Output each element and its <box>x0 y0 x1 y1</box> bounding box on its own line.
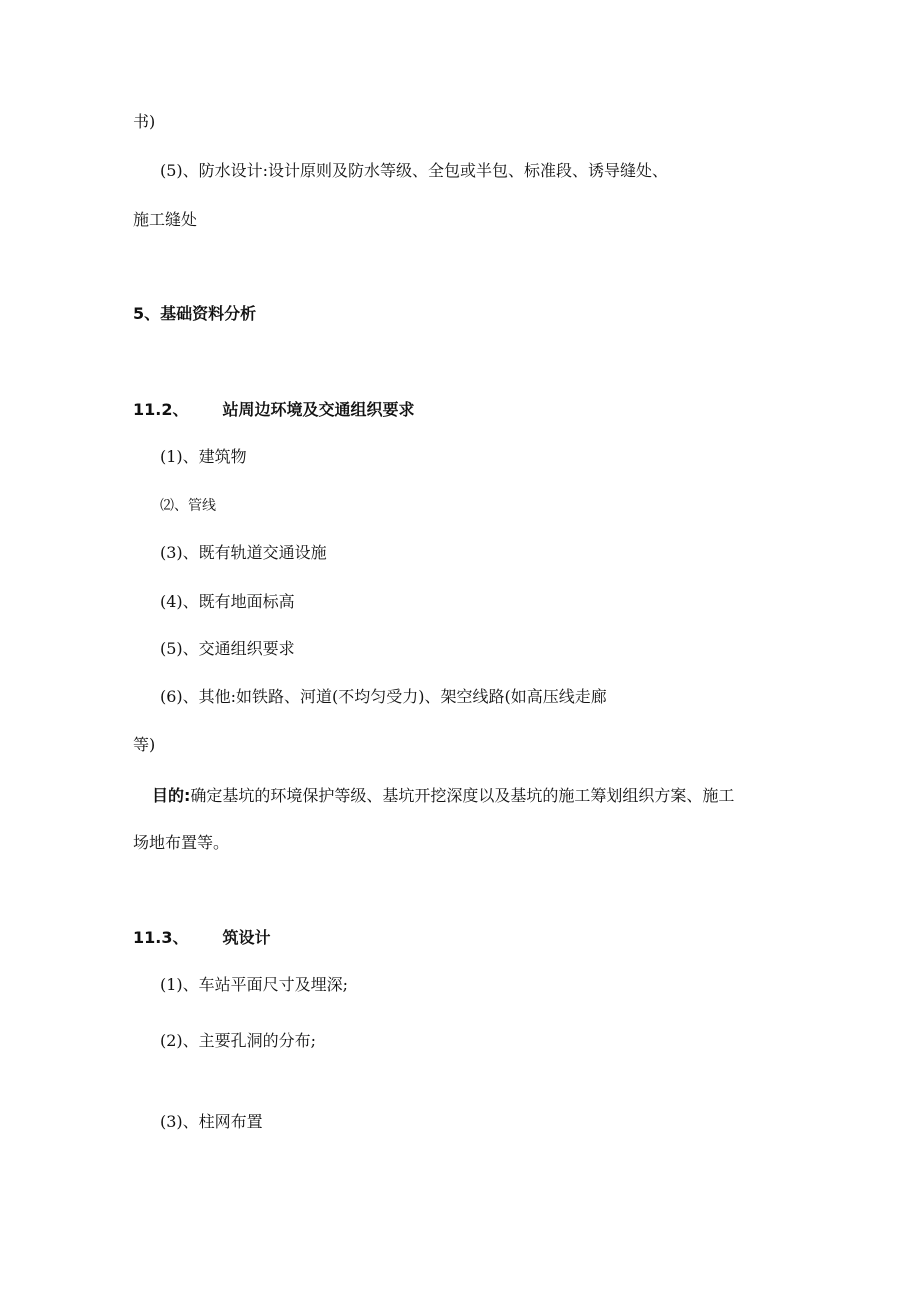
list-item: ⑵、管线 <box>160 498 216 514</box>
heading-text: 站周边环境及交通组织要求 <box>222 400 415 419</box>
list-item: (3)、柱网布置 <box>160 1112 263 1131</box>
list-item: (1)、车站平面尺寸及埋深; <box>160 975 349 994</box>
purpose-label: 目的: <box>152 786 191 805</box>
heading-number: 11.3、 <box>133 928 189 947</box>
section-heading-11-2 <box>133 400 415 420</box>
heading-number: 11.2、 <box>133 400 189 419</box>
heading-text: 筑设计 <box>222 928 271 947</box>
purpose-text: 确定基坑的环境保护等级、基坑开挖深度以及基坑的施工筹划组织方案、施工 <box>190 786 735 805</box>
text-line: 等) <box>133 735 156 754</box>
text-line: (5)、防水设计:设计原则及防水等级、全包或半包、标准段、诱导缝处、 <box>160 161 669 180</box>
text-line: 场地布置等。 <box>133 833 230 852</box>
list-item: (6)、其他:如铁路、河道(不均匀受力)、架空线路(如高压线走廊 <box>160 687 607 706</box>
list-item: (4)、既有地面标高 <box>160 592 295 611</box>
list-item: (1)、建筑物 <box>160 447 247 466</box>
section-heading: 5、基础资料分析 <box>133 304 257 323</box>
list-item: (2)、主要孔洞的分布; <box>160 1031 317 1050</box>
purpose-paragraph <box>152 786 734 806</box>
list-item: (5)、交通组织要求 <box>160 639 295 658</box>
text-line: 施工缝处 <box>133 210 198 229</box>
text-line: 书) <box>133 112 156 131</box>
list-item: (3)、既有轨道交通设施 <box>160 543 327 562</box>
section-heading-11-3 <box>133 928 271 948</box>
